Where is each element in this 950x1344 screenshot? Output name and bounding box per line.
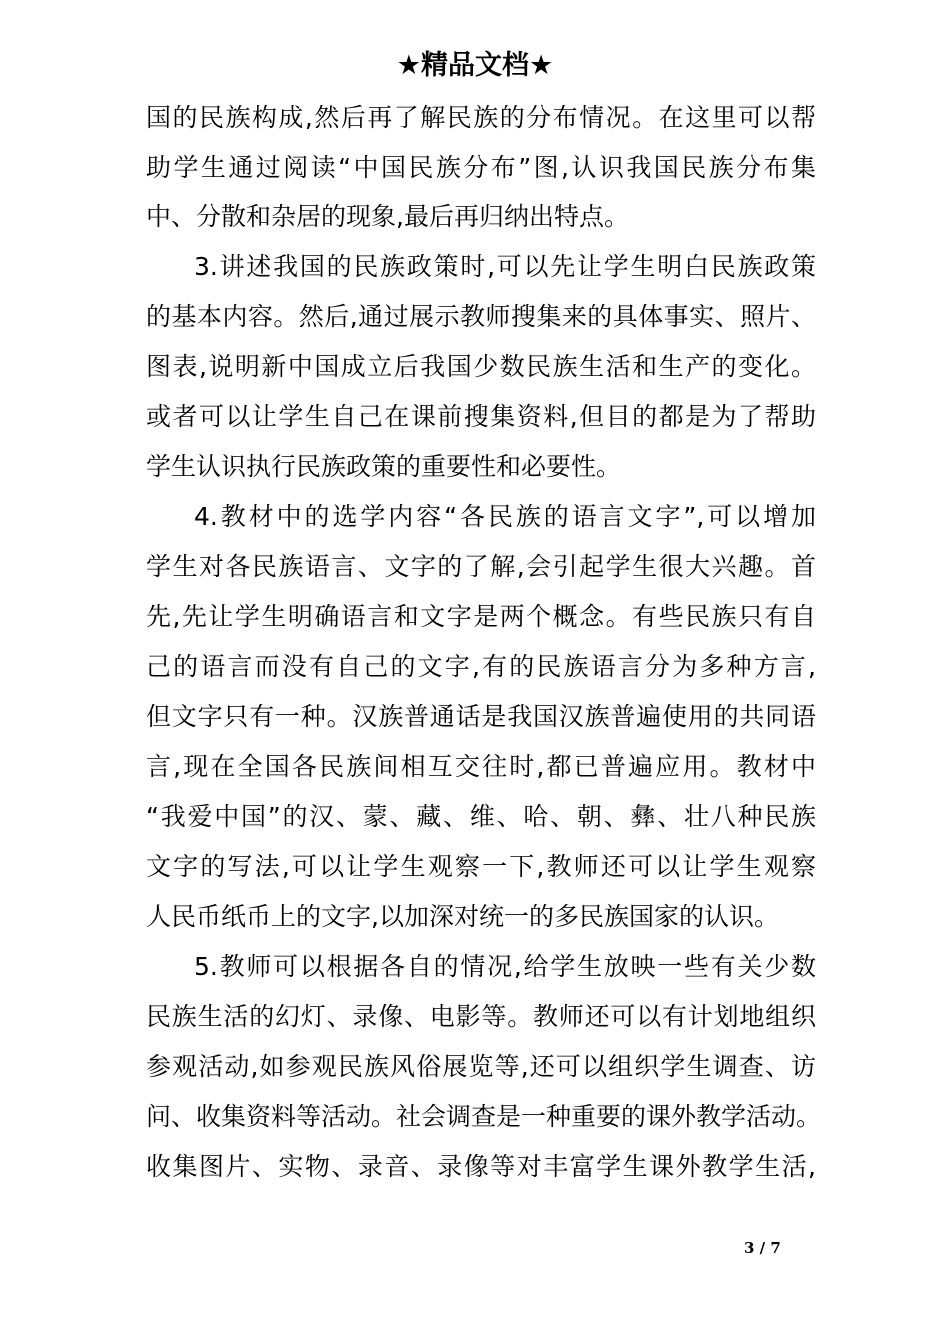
paragraph-line: 中、分散和杂居的现象,最后再归纳出特点。 bbox=[146, 202, 629, 231]
paragraph-line: 5.教师可以根据各自的情况,给学生放映一些有关少数 bbox=[194, 952, 816, 981]
page-number: 3 / 7 bbox=[744, 1239, 781, 1257]
paragraph-line: 的基本内容。然后,通过展示教师搜集来的具体事实、照片、 bbox=[146, 302, 816, 331]
paragraph-line: 但文字只有一种。汉族普通话是我国汉族普遍使用的共同语 bbox=[146, 702, 816, 731]
paragraph-line: 民族生活的幻灯、录像、电影等。教师还可以有计划地组织 bbox=[146, 1002, 816, 1031]
paragraph-line: 问、收集资料等活动。社会调查是一种重要的课外教学活动。 bbox=[146, 1102, 822, 1131]
paragraph-line: 收集图片、实物、录音、录像等对丰富学生课外教学生活, bbox=[146, 1152, 816, 1181]
paragraph-line: 文字的写法,可以让学生观察一下,教师还可以让学生观察 bbox=[146, 852, 816, 881]
paragraph-line: 国的民族构成,然后再了解民族的分布情况。在这里可以帮 bbox=[146, 103, 816, 132]
paragraph-line: 学生认识执行民族政策的重要性和必要性。 bbox=[146, 452, 622, 481]
paragraph-line: 言,现在全国各民族间相互交往时,都已普遍应用。教材中 bbox=[146, 752, 816, 781]
paragraph-line: 图表,说明新中国成立后我国少数民族生活和生产的变化。 bbox=[146, 352, 816, 381]
paragraph-line: 己的语言而没有自己的文字,有的民族语言分为多种方言, bbox=[146, 652, 816, 681]
paragraph-line: 3.讲述我国的民族政策时,可以先让学生明白民族政策 bbox=[194, 252, 816, 281]
paragraph-line: 或者可以让学生自己在课前搜集资料,但目的都是为了帮助 bbox=[146, 402, 816, 431]
paragraph-line: 助学生通过阅读“中国民族分布”图,认识我国民族分布集 bbox=[146, 153, 816, 182]
header-title: ★精品文档★ bbox=[396, 50, 554, 81]
paragraph-line: 人民币纸币上的文字,以加深对统一的多民族国家的认识。 bbox=[146, 902, 779, 931]
paragraph-line: 学生对各民族语言、文字的了解,会引起学生很大兴趣。首 bbox=[146, 552, 816, 581]
paragraph-line: 先,先让学生明确语言和文字是两个概念。有些民族只有自 bbox=[146, 602, 816, 631]
paragraph-line: 参观活动,如参观民族风俗展览等,还可以组织学生调查、访 bbox=[146, 1052, 816, 1081]
paragraph-line: 4.教材中的选学内容“各民族的语言文字”,可以增加 bbox=[194, 502, 816, 531]
paragraph-line: “我爱中国”的汉、蒙、藏、维、哈、朝、彝、壮八种民族 bbox=[146, 802, 816, 831]
